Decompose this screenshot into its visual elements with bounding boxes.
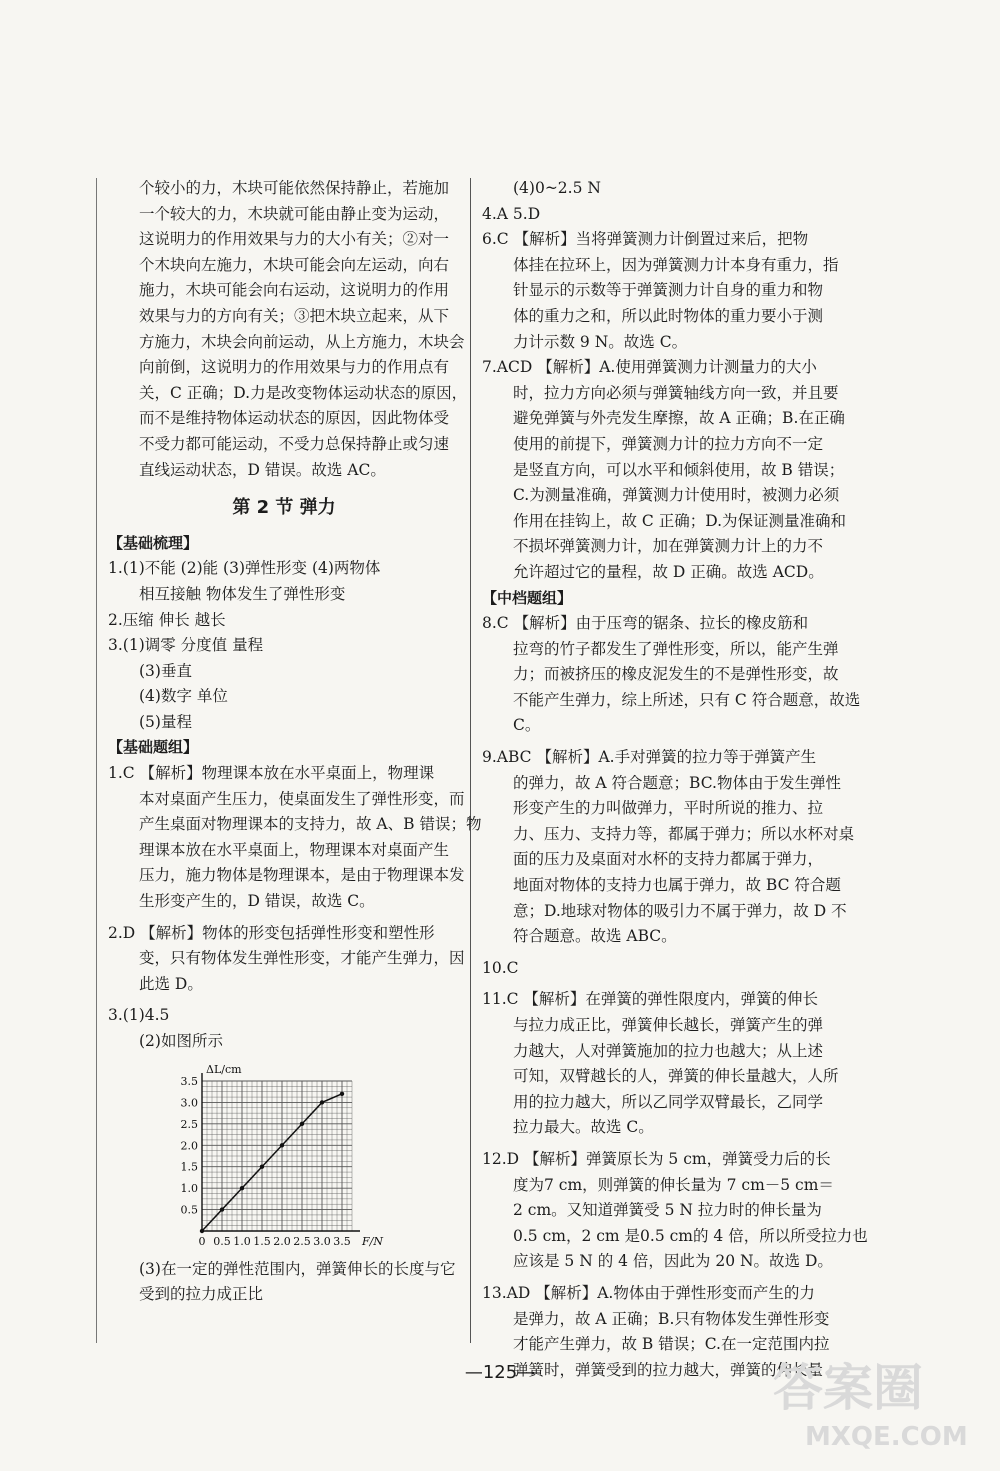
answer-line: 8.C 【解析】由于压弯的锯条、拉长的橡皮筋和 <box>482 614 809 633</box>
right-column <box>482 176 868 1383</box>
data-point <box>280 1143 284 1147</box>
text-line: 不受力都可能运动，不受力总保持静止或匀速 <box>139 434 450 453</box>
section-title: 第 2 节 弹力 <box>232 497 336 519</box>
answer-line: 是弹力，故 A 正确；B.只有物体发生弹性形变 <box>513 1309 830 1328</box>
answer-line: 是竖直方向，可以水平和倾斜使用，故 B 错误； <box>513 460 845 479</box>
x-tick-label: 2.5 <box>293 1234 311 1248</box>
left-margin-rule <box>96 178 97 1343</box>
answer-line: 应该是 5 N 的 4 倍，因此为 20 N。故选 D。 <box>513 1252 833 1271</box>
x-tick-label: 3.5 <box>333 1234 351 1248</box>
answer-line: 9.ABC 【解析】A.手对弹簧的拉力等于弹簧产生 <box>482 748 817 767</box>
data-point <box>340 1091 344 1095</box>
y-axis-label: ΔL/cm <box>206 1062 242 1076</box>
answer-line: 才能产生弹力，故 B 错误；C.在一定范围内拉 <box>513 1335 830 1354</box>
x-tick-label: 0 <box>198 1234 206 1248</box>
answer-line: 0.5 cm，2 cm 是0.5 cm的 4 倍，所以所受拉力也 <box>513 1226 868 1245</box>
text-line: 个较小的力，木块可能依然保持静止，若施加 <box>139 179 450 197</box>
answer-line: 此选 D。 <box>139 974 203 993</box>
answer-line: 13.AD 【解析】A.物体由于弹性形变而产生的力 <box>482 1283 815 1302</box>
answer-line: 拉弯的竹子都发生了弹性形变，所以，能产生弹 <box>513 639 839 658</box>
x-tick-label: 0.5 <box>213 1234 231 1248</box>
heading-mid-group: 【中档题组】 <box>482 588 573 607</box>
answer-line: C。 <box>513 716 541 735</box>
text-line: 一个较大的力，木块就可能由静止变为运动， <box>139 204 450 223</box>
heading-basic-group: 【基础题组】 <box>108 738 199 757</box>
answer-line: 时，拉力方向必须与弹簧轴线方向一致，并且要 <box>513 383 839 402</box>
answer-line: 本对桌面产生压力，使桌面发生了弹性形变，而 <box>139 789 465 808</box>
answer-line: 10.C <box>482 958 519 977</box>
text-line: 关，C 正确；D.力是改变物体运动状态的原因， <box>139 383 468 402</box>
text-line: 向前倒，这说明力的作用效果与力的作用点有 <box>139 358 450 377</box>
answer-line: 符合题意。故选 ABC。 <box>513 927 677 946</box>
answer-line: 与拉力成正比，弹簧伸长越长，弹簧产生的弹 <box>513 1016 824 1034</box>
left-column <box>108 176 482 1308</box>
answer-line: 允许超过它的量程，故 D 正确。故选 ACD。 <box>513 562 824 581</box>
text-line: 这说明力的作用效果与力的大小有关；②对一 <box>139 230 450 249</box>
data-point <box>320 1100 324 1104</box>
data-point <box>260 1164 264 1168</box>
answer-line: 11.C 【解析】在弹簧的弹性限度内，弹簧的伸长 <box>482 990 818 1009</box>
answer-line: 4.A 5.D <box>482 204 541 223</box>
text-line: 而不是维持物体运动状态的原因，因此物体受 <box>139 409 450 428</box>
spring-extension-chart <box>168 1061 383 1257</box>
review-line: 相互接触 物体发生了弹性形变 <box>139 584 346 603</box>
answer-line: 理课本放在水平桌面上，物理课本对桌面产生 <box>139 840 450 859</box>
answer-line: 避免弹簧与外壳发生摩擦，故 A 正确；B.在正确 <box>513 409 845 428</box>
y-tick-label: 2.0 <box>180 1138 198 1152</box>
answer-line: 2 cm。又知道弹簧受 5 N 拉力时的伸长量为 <box>513 1201 822 1220</box>
answer-line: 地面对物体的支持力也属于弹力，故 BC 符合题 <box>513 876 841 895</box>
answer-line: 针显示的示数等于弹簧测力计自身的重力和物 <box>513 281 824 300</box>
heading-basic-review: 【基础梳理】 <box>108 533 199 552</box>
answer-line: 变，只有物体发生弹性形变，才能产生弹力，因 <box>139 949 465 968</box>
y-tick-label: 1.0 <box>180 1181 198 1195</box>
answer-line: 用的拉力越大，所以乙同学双臂最长，乙同学 <box>513 1092 824 1111</box>
answer-line: 生形变产生的，D 错误，故选 C。 <box>139 892 375 911</box>
data-point <box>300 1121 304 1125</box>
answer-line: 1.C 【解析】物理课本放在水平桌面上，物理课 <box>108 764 435 783</box>
answer-line: 的弹力，故 A 符合题意；BC.物体由于发生弹性 <box>513 773 841 792</box>
answer-line: (4)0~2.5 N <box>513 179 601 197</box>
answer-line: (2)如图所示 <box>139 1032 223 1050</box>
answer-line: 作用在挂钩上，故 C 正确；D.为保证测量准确和 <box>513 511 847 530</box>
review-line: (4)数字 单位 <box>139 687 228 706</box>
answer-line: 度为7 cm，则弹簧的伸长量为 7 cm－5 cm＝ <box>513 1175 834 1194</box>
answer-line: 产生桌面对物理课本的支持力，故 A、B 错误；物 <box>139 815 482 834</box>
text-line: 效果与力的方向有关；③把木块立起来，从下 <box>139 306 450 325</box>
answer-line: 意；D.地球对物体的吸引力不属于弹力，故 D 不 <box>513 901 847 920</box>
review-line: 2.压缩 伸长 越长 <box>108 610 226 629</box>
answer-line: 3.(1)4.5 <box>108 1006 170 1025</box>
answer-line: 力；而被挤压的橡皮泥发生的不是弹性形变，故 <box>513 665 839 684</box>
answer-line: 体挂在拉环上，因为弹簧测力计本身有重力，指 <box>513 255 839 274</box>
y-tick-label: 1.5 <box>180 1160 198 1174</box>
answer-line: 12.D 【解析】弹簧原长为 5 cm，弹簧受力后的长 <box>482 1149 831 1168</box>
answer-line: 拉力最大。故选 C。 <box>513 1118 654 1137</box>
x-tick-label: 2.0 <box>273 1234 291 1248</box>
continuation-text <box>108 176 468 483</box>
page-number: —125— <box>464 1362 536 1383</box>
review-line: 1.(1)不能 (2)能 (3)弹性形变 (4)两物体 <box>108 559 381 578</box>
text-line: 直线运动状态，D 错误。故选 AC。 <box>139 460 386 479</box>
y-tick-label: 3.5 <box>180 1074 198 1088</box>
answer-line: 形变产生的力叫做弹力，平时所说的推力、拉 <box>513 799 824 818</box>
watermark-url: MXQE.COM <box>805 1422 968 1452</box>
answer-line: 压力，施力物体是物理课本，是由于物理课本发 <box>139 866 465 885</box>
data-point <box>200 1228 204 1232</box>
column-divider <box>470 178 471 1343</box>
x-tick-label: 1.0 <box>233 1234 251 1248</box>
answer-line: 6.C 【解析】当将弹簧测力计倒置过来后，把物 <box>482 230 809 249</box>
answer-line: 2.D 【解析】物体的形变包括弹性形变和塑性形 <box>108 923 435 942</box>
x-tick-label: 3.0 <box>313 1234 331 1248</box>
review-line: (5)量程 <box>139 712 192 731</box>
x-axis-label: F/N <box>362 1234 383 1248</box>
review-line: 3.(1)调零 分度值 量程 <box>108 636 264 655</box>
data-point <box>220 1207 224 1211</box>
y-tick-label: 2.5 <box>180 1117 198 1131</box>
answer-line: 可知，双臂越长的人，弹簧的伸长量越大，人所 <box>513 1067 839 1086</box>
answer-line: 体的重力之和，所以此时物体的重力要小于测 <box>513 306 824 325</box>
text-line: 施力，木块可能会向右运动，这说明力的作用 <box>139 281 450 300</box>
answer-line: C.为测量准确，弹簧测力计使用时，被测力必须 <box>513 486 840 505</box>
answer-line: 7.ACD 【解析】A.使用弹簧测力计测量力的大小 <box>482 358 817 377</box>
y-tick-label: 3.0 <box>180 1096 198 1110</box>
answer-line: 力、压力、支持力等，都属于弹力；所以水杯对桌 <box>513 824 855 843</box>
answer-line: 使用的前提下，弹簧测力计的拉力方向不一定 <box>513 434 824 453</box>
text-line: 个木块向左施力，木块可能会向左运动，向右 <box>139 255 450 274</box>
answer-line: 受到的拉力成正比 <box>139 1285 264 1304</box>
answer-line: 力计示数 9 N。故选 C。 <box>513 332 688 351</box>
x-tick-label: 1.5 <box>253 1234 271 1248</box>
answer-line: 面的压力及桌面对水杯的支持力都属于弹力， <box>513 850 824 869</box>
answer-line: 不能产生弹力，综上所述，只有 C 符合题意，故选 <box>513 690 861 709</box>
answer-line: 不损坏弹簧测力计，加在弹簧测力计上的力不 <box>513 537 824 556</box>
watermark-text: 答案圈 <box>773 1359 923 1417</box>
chart-svg <box>168 1061 383 1257</box>
data-point <box>240 1186 244 1190</box>
answer-line: 弹簧时，弹簧受到的拉力越大，弹簧的伸长量 <box>513 1360 824 1379</box>
answer-line: (3)在一定的弹性范围内，弹簧伸长的长度与它 <box>139 1259 456 1278</box>
watermark-logo-icon <box>765 1343 980 1453</box>
review-line: (3)垂直 <box>139 661 192 680</box>
answer-line: 力越大，人对弹簧施加的拉力也越大；从上述 <box>513 1041 824 1060</box>
y-tick-label: 0.5 <box>180 1203 198 1217</box>
text-line: 方施力，木块会向前运动，从上方施力，木块会 <box>139 332 465 351</box>
